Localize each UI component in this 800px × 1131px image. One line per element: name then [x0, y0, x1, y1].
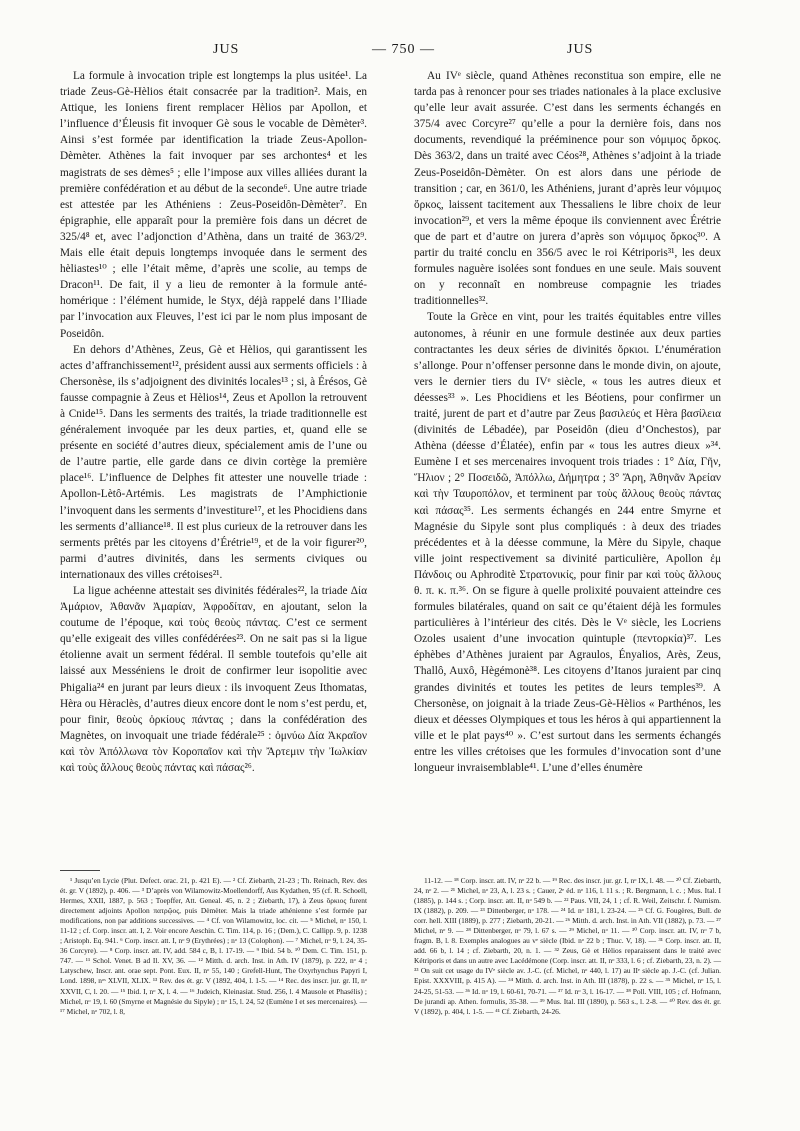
- paragraph: La formule à invocation triple est longtemps la plus usitée¹. La triade Zeus-Gè-Hèlios était consacrée par la tradition². Mais, en Attique, les Ioniens firent remplacer Hèlios par Apollon, et l’influence d’Éleusis fit invoquer Gè sous le vocable de Dèmèter³. Ainsi s’est formée par identification la triade Zeus-Apollon-Dèmèter. Athènes la fait invoquer par ses archontes⁴ et les magistrats de ses dèmes⁵ ; elle l’impose aux villes alliées durant la première confédération et au début de la seconde⁶. Une autre triade est attestée par les Athéniens : Zeus-Poseidôn-Dèmèter⁷. En épigraphie, elle apparaît pour la première fois dans un décret de 325/4⁸ et, avec l’adjonction d’Athèna, dans un traité de 363/2⁹. Mais elle était depuis longtemps invoquée dans le serment des hèliastes¹⁰ ; elle l’était même, d’après une scolie, au temps de Dracon¹¹. De fait, il y a lieu de remonter à la formule anté-homérique : l’élément humide, le Styx, déjà rappelé dans l’Iliade par l’invocation aux Fleuves, l’est ici par le nom plus imposant de Poseidôn.: [60, 70, 367, 340]
- header-right-keyword: JUS: [567, 42, 594, 57]
- paragraph: La ligue achéenne attestait ses divinités fédérales²², la triade Δία Ἀμάριον, Ἀθανᾶν Ἀμαρίαν, Ἀφροδίταν, en ajoutant, selon la coutume de l’époque, καὶ τοὺς θεοὺς πάντας. C’est ce serment qu’elle exigeait des villes confédérées²³. On ne sait pas si la ligue étolienne avait un serment fédéral. Il semble toutefois qu’elle ait laissé aux Messéniens le droit de confirmer leur isopolitie avec Phigalia²⁴ en jurant par leurs dieux : ils invoquent Zeus Ithomatas, Hèra ou Hèraclès, d’autres dieux encore dont le nom s’est perdu, et, pour finir, θεοὺς ὁρκίους πάντας ; dans la confédération des Magnètes, on invoquait une triade fédérale²⁵ : ὀμνύω Δία Ἀκραῖον καὶ τὸν Ἀπόλλωνα τὸν Κοροπαῖον καὶ τὴν Ἄρτεμιν τὴν Ἰωλκίαν καὶ τοὺς ἄλλους θεοὺς πάντας καὶ πάσας²⁶.: [60, 585, 367, 775]
- paragraph: Au IVᵉ siècle, quand Athènes reconstitua son empire, elle ne tarda pas à renoncer pour ses triades nationales à la place exclusive qu’elle leur avait assurée. C’est dans les serments échangés en 375/4 avec Corcyre²⁷ qu’elle a pour la dernière fois, dans nos documents, revendiqué la prééminence pour son νόμιμος ὅρκος. Dès 363/2, dans un traité avec Céos²⁸, Athènes s’adjoint à la triade Zeus-Poseidôn-Dèmèter. On est alors dans une période de transition ; car, en 361/0, les Athéniens, jurant d’après leur νόμιμος ὅρκος, laissent tacitement aux Thessaliens le libre choix de leur invocation²⁹, et vers la même époque ils conviennent avec Érétrie que de part et d’autre on jurera d’après son νόμιμος ὅρκος³⁰. A partir du traité conclu en 356/5 avec le roi Kétriporis³¹, les deux formules naguère isolées sont fondues en une seule. Mais souvent on y reconnaît en nombreuse compagnie les triades traditionnelles³².: [414, 70, 721, 308]
- right-column: [414, 68, 721, 776]
- paragraph: Toute la Grèce en vint, pour les traités équitables entre villes autonomes, à réunir en une formule destinée aux deux parties contractantes les deux séries de divinités ὅρκιοι. L’énumération s’allonge. Pour n’offenser personne dans le monde divin, on ajoute, vers le dernier tiers du IVᵉ siècle, « tous les autres dieux et déesses³³ ». Les Phocidiens et les Béotiens, pour confirmer un traité, jurent de part et d’autre par Zeus βασιλεύς et Hèra βασίλεια (divinités de Lébadée), par Poseidôn (dieu d’Onchestos), par Athèna (déesse d’Élatée), enfin par « tous les autres dieux »³⁴. Eumène I et ses mercenaires invoquent trois triades : 1° Δία, Γῆν, Ἥλιον ; 2° Ποσειδῶ, Ἀπόλλω, Δήμητρα ; 3° Ἄρη, Ἀθηνᾶν Ἀρείαν καὶ τὴν Ταυροπόλον, et terminent par τοὺς ἄλλους θεοὺς πάντας καὶ πάσας³⁵. Les serments échangés en 244 entre Smyrne et Magnésie du Sipyle sont plus compliqués : à deux des triades précédentes et à la déesse commune, la Mère du Sipyle, chaque ville joint respectivement sa divinité particulière, Apollon ἐμ Πάνδοις ou Aphroditè Στρατονικίς, pour finir par καὶ τοὺς ἄλλους θ. π. κ. π.³⁶. On se figure à quelle prolixité pouvaient atteindre ces formules bilatérales, quand on sait ce qu’étaient déjà les formules particulières à l’intérieur des cités. Dès le Vᵉ siècle, les Locriens Ozoles usaient d’une invocation quintuple (πεντορκία)³⁷. Les éphèbes d’Athènes juraient par Agraulos, Ényalios, Arès, Zeus, Thallô, Auxô, Hègémonè³⁸. Les citoyens d’Itanos juraient par cinq grandes divinités et toutes les petites de leurs temples³⁹. A Chersonèse, on joignait à la triade Zeus-Gè-Hèlios « Parthénos, les dieux et déesses Olympiques et tous les héros à qui appartiennent la ville et le plat pays⁴⁰ ». C’est surtout dans les serments échangés entre les villes crétoises que les formules d’invocation sont d’une longueur invraisemblable⁴¹. L’une d’elles énumère: [414, 311, 721, 775]
- paragraph: En dehors d’Athènes, Zeus, Gè et Hèlios, qui garantissent les actes d’affranchissement¹², président aussi aux serments officiels : à Chersonèse, ils s’adjoignent des divinités locales¹³ ; si, à Érésos, Gè fausse compagnie à Zeus et Hèlios¹⁴, Zeus et Apollon la retrouvent à Cnide¹⁵. Dans les serments des traités, la triade traditionnelle est généralement invoquée par les deux parties, et, quand elle se présente en société d’autres dieux, spécialement amis de l’une ou de l’autre partie, elle garde dans ce divin cortège la première place¹⁶. L’influence de Delphes fit attester une nouvelle triade : Apollon-Lètô-Artémis. Les magistrats de l’Amphictionie l’invoquent dans les serments d’investiture¹⁷, et les Phocidiens dans les serments d’alliance¹⁸. Il est plus curieux de la retrouver dans les serments prêtés par les citoyens d’Érétrie¹⁹, et de la voir figurer²⁰, parmi d’autres divinités, dans les serments civiques ou internationaux des villes crétoises²¹.: [60, 343, 367, 581]
- page-number: — 750 —: [372, 42, 435, 57]
- header-left-keyword: JUS: [213, 42, 240, 57]
- footnotes-left: [60, 876, 367, 1017]
- page-header: [0, 42, 800, 62]
- footnote-divider: [60, 870, 100, 871]
- left-column: [60, 68, 367, 776]
- footnotes-right: [414, 876, 721, 1017]
- footnote-block: 11-12. — ¹⁸ Corp. inscr. att. IV, nᵒ 22 b. — ¹⁹ Rec. des inscr. jur. gr. I, nᵒ IX, l. 48. — ²⁰ Cf. Ziebarth, 24, nᵒ 2. — ²¹ Michel, nᵒ 23, A, l. 23 s. ; Cauer, 2ᵉ éd. nᵒ 116, l. 11 s. ; R. Bergmann, l. c. ; Mus. Ital. I (1885), p. 144 s. ; Corp. inscr. att. II, nᵒ 549 b. — ²² Paus. VII, 24, 1 ; cf. R. Weil, Zeitschr. f. Numism. IX (1882), p. 209. — ²³ Dittenberger, nᵒ 178. — ²⁴ Id. nᵒ 181, l. 23-24. — ²⁵ Cf. G. Fougères, Bull. de corr. hell. XIII (1889), p. 277 ; Ziebarth, 20-21. — ²⁶ Mitth. d. arch. Inst. in Ath. VII (1882), p. 73. — ²⁷ Michel, nᵒ 9. — ²⁸ Dittenberger, nᵒ 79, l. 67 s. — ²⁹ Michel, nᵒ 11. — ³⁰ Corp. inscr. att. IV, nᵒ 7 b, fragm. B, l. 8. Exemples analogues au vᵉ siècle (Ibid. nᵒ 22 b ; Thuc. V, 18). — ³¹ Corp. inscr. att. II, add. 66 b, l. 14 ; cf. Ziebarth, 20, n. 1. — ³² Zeus, Gè et Hèlios reparaissent dans le traité avec Kétriporis et dans un autre avec Lacédémone (Corp. inscr. att. II, nᵒ 333, l. 6 ; cf. Ziebarth, 23, n. 2). — ³³ On suit cet usage du IVᵉ siècle av. J.-C. (cf. Michel, nᵒ 440, l. 17) au IIᵉ siècle ap. J.-C. (cf. Julian. Epist. XXXVIII, p. 415 A). — ³⁴ Mitth. d. arch. Inst. in Ath. III (1878), p. 22 s. — ³⁵ Michel, nᵒ 15, l. 24-25, 51-53. — ³⁶ Id. nᵒ 19, l. 60-61, 70-71. — ³⁷ Id. nᵒ 3, l. 16-17. — ³⁸ Poll. VIII, 105 ; cf. Hofmann, De jurandi ap. Athen. formulis, 35-38. — ³⁹ Mus. Ital. III (1890), p. 563 s., l. 2-8. — ⁴⁰ Rev. des ét. gr. V (1892), p. 404, l. 1-5. — ⁴¹ Cf. Ziebarth, 24-26.: [414, 876, 721, 1016]
- footnote-block: ¹ Jusqu’en Lycie (Plut. Defect. orac. 21, p. 421 E). — ² Cf. Ziebarth, 21-23 ; Th. Reinach, Rev. des ét. gr. V (1892), p. 406. — ³ D’après von Wilamowitz-Moellendorff, Aus Kydathen, 95 (cf. R. Schoell, Hermes, XXII, 1887, p. 563 ; Toepffer, Att. Geneal. 45, n. 2 ; Ziebarth, 17), à Zeus ὅρκιος furent directement adjoints Apollon πατρῷος, puis Dèmèter. Mais la triade athénienne s’est formée par modifications, non par additions successives. — ⁴ Cf. von Wilamowitz, loc. cit. — ⁵ Michel, nᵒ 150, l. 11-12 ; cf. Corp. inscr. att. I, 2. Voir encore Aeschin. C. Tim. 114, p. 16 ; (Dem.), C. Callipp. 9, p. 1238 ; Aristoph. Eq. 941. ⁶ Corp. inscr. att. I, nᵒ 9 (Erythrées) ; nᵒ 13 (Colophon). — ⁷ Michel, nᵒ 9, l. 24, 35-36 Corcyre). — ⁸ Corp. inscr. att. IV, add. 584 c, B, l. 17-19. — ⁹ Ibid. 54 b. ¹⁰ Dem. C. Tim. 151, p. 747. — ¹¹ Schol. Venet. B ad Il. XV, 36. — ¹² Mitth. d. arch. Inst. in Ath. IV (1879), p. 222, nᵒ 4 ; Latyschew, Inscr. ant. orae sept. Pont. Eux. II, nᵒ 55, 140 ; Grefell-Hunt, The Oxyrhynchus Papyri I, Lond. 1898, nᵒˢ XLVII, XLIX. ¹³ Rev. des ét. gr. V (1892, 404, l. 1-5. — ¹⁴ Rec. des inscr. jur. gr. II, nᵒ XXVII, C, l. 20. — ¹⁵ Ibid. I, nᵒ X, l. 4. — ¹⁶ Judeich, Kleinasiat. Stud. 256, l. 4 Mausole et Phasélis) ; Michel, nᵒ 19, l. 60 (Smyrne et Magnésie du Sipyle) ; nᵒ 15, l. 24, 52 (Eumène I et ses mercenaires). — ¹⁷ Michel, nᵒ 702, l. 8,: [60, 876, 367, 1016]
